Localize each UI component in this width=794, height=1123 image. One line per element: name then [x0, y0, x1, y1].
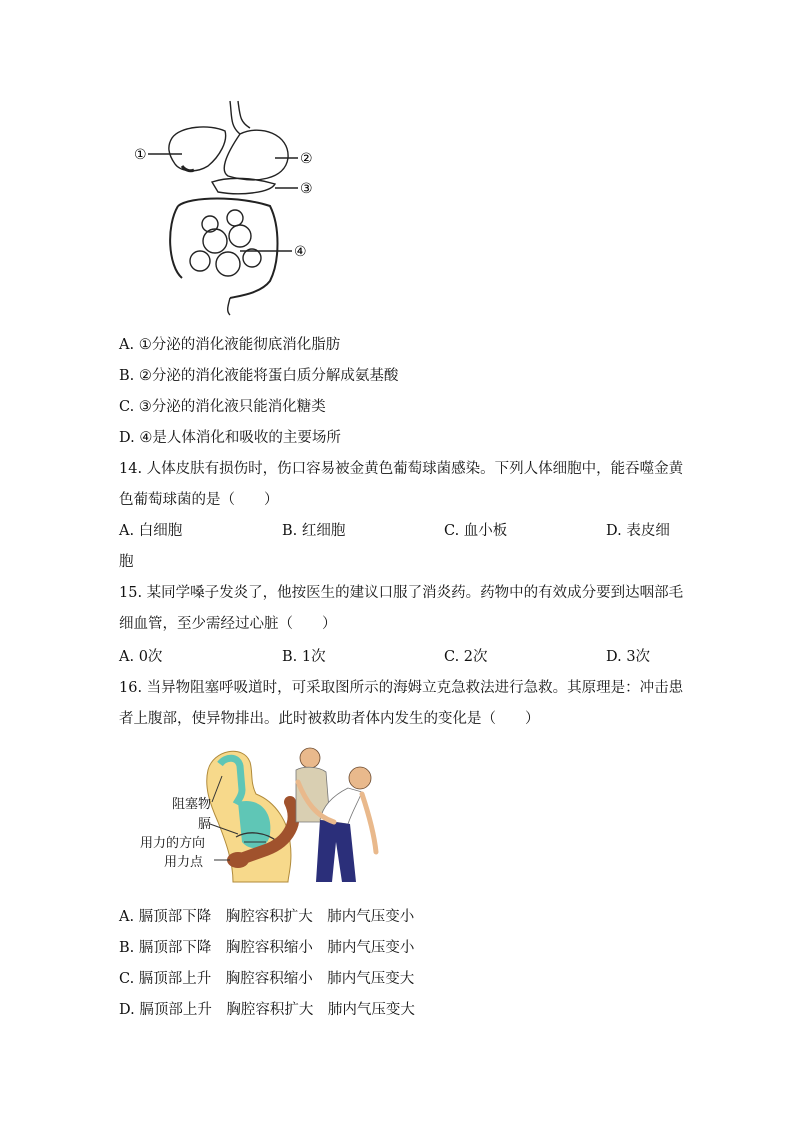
label-1: ① [134, 147, 147, 163]
label-force-point: 用力点 [164, 855, 204, 870]
q16-option-d[interactable]: D. 膈顶部上升 胸腔容积扩大 肺内气压变大 [119, 1002, 415, 1018]
q14-option-a[interactable]: A. 白细胞 [119, 523, 183, 539]
q15-option-d[interactable]: D. 3次 [606, 649, 651, 665]
label-diaphragm: 膈 [198, 817, 212, 832]
label-2: ② [300, 151, 313, 167]
label-3: ③ [300, 181, 313, 197]
digestive-system-figure [130, 96, 330, 316]
q13-option-c[interactable]: C. ③分泌的消化液只能消化糖类 [119, 399, 326, 415]
q16-option-c[interactable]: C. 膈顶部上升 胸腔容积缩小 肺内气压变大 [119, 971, 415, 987]
q14-stem-line2: 色葡萄球菌的是（ ） [119, 492, 279, 508]
q14-option-b[interactable]: B. 红细胞 [282, 523, 346, 539]
q16-stem-line2: 者上腹部，使异物排出。此时被救助者体内发生的变化是（ ） [119, 711, 540, 727]
q14-stem-line1: 14. 人体皮肤有损伤时，伤口容易被金黄色葡萄球菌感染。下列人体细胞中，能吞噬金黄 [119, 461, 684, 477]
q14-option-d-wrap: 胞 [119, 554, 134, 570]
heimlich-figure [138, 742, 388, 887]
q16-stem-line1: 16. 当异物阻塞呼吸道时，可采取图所示的海姆立克急救法进行急救。其原理是：冲击患 [119, 680, 684, 696]
q15-stem-line2: 细血管，至少需经过心脏（ ） [119, 616, 337, 632]
q14-option-c[interactable]: C. 血小板 [444, 523, 508, 539]
q15-option-a[interactable]: A. 0次 [119, 649, 163, 665]
label-obstruction: 阻塞物 [172, 797, 212, 812]
q15-option-b[interactable]: B. 1次 [282, 649, 326, 665]
q15-option-c[interactable]: C. 2次 [444, 649, 488, 665]
q14-option-d[interactable]: D. 表皮细 [606, 523, 670, 539]
q15-stem-line1: 15. 某同学嗓子发炎了，他按医生的建议口服了消炎药。药物中的有效成分要到达咽部毛 [119, 585, 684, 601]
q16-option-b[interactable]: B. 膈顶部下降 胸腔容积缩小 肺内气压变小 [119, 940, 415, 956]
q13-option-b[interactable]: B. ②分泌的消化液能将蛋白质分解成氨基酸 [119, 368, 399, 384]
label-force-direction: 用力的方向 [140, 836, 206, 851]
q13-option-d[interactable]: D. ④是人体消化和吸收的主要场所 [119, 430, 341, 446]
q16-option-a[interactable]: A. 膈顶部下降 胸腔容积扩大 肺内气压变小 [119, 909, 415, 925]
label-4: ④ [294, 244, 307, 260]
q13-option-a[interactable]: A. ①分泌的消化液能彻底消化脂肪 [119, 337, 341, 353]
